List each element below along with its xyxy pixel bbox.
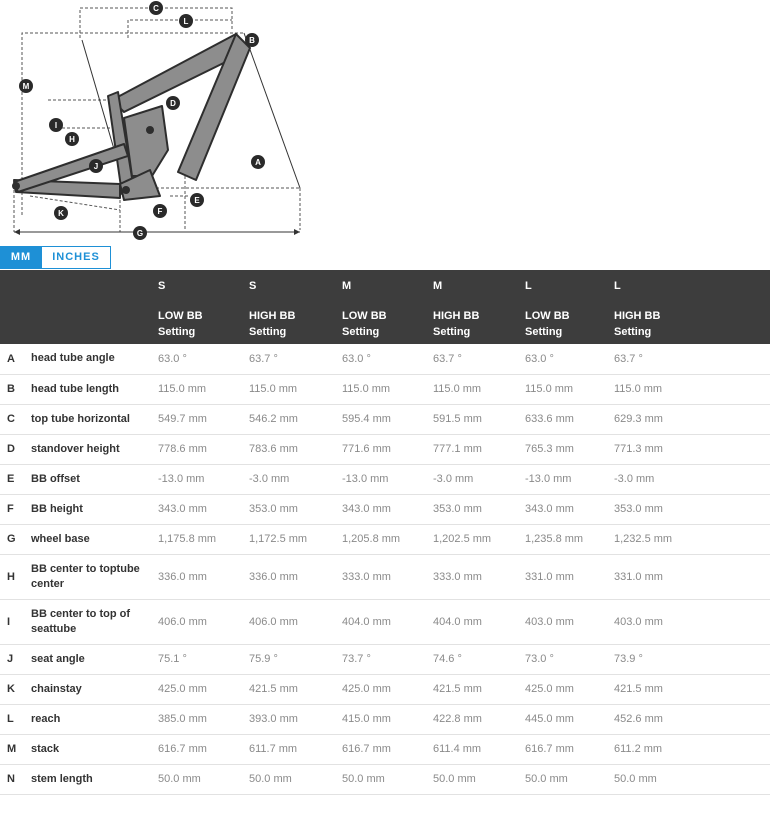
row-key: I: [0, 599, 31, 644]
table-row: [0, 704, 770, 734]
row-value: 63.7 °: [614, 344, 770, 374]
row-value: 771.6 mm: [342, 434, 433, 464]
table-row: [0, 494, 770, 524]
row-value: 50.0 mm: [342, 764, 433, 794]
diagram-label: M: [22, 82, 30, 91]
row-value: 353.0 mm: [433, 494, 525, 524]
row-key: K: [0, 674, 31, 704]
row-value: 415.0 mm: [342, 704, 433, 734]
diagram-label: K: [58, 209, 64, 218]
row-value: 406.0 mm: [249, 599, 342, 644]
row-value: 385.0 mm: [158, 704, 249, 734]
row-value: 73.0 °: [525, 644, 614, 674]
row-key: B: [0, 374, 31, 404]
row-value: 421.5 mm: [614, 674, 770, 704]
row-value: 421.5 mm: [249, 674, 342, 704]
geometry-diagram: [0, 0, 310, 242]
row-value: 1,175.8 mm: [158, 524, 249, 554]
row-value: 393.0 mm: [249, 704, 342, 734]
row-key: G: [0, 524, 31, 554]
row-value: 63.0 °: [158, 344, 249, 374]
row-value: 63.7 °: [433, 344, 525, 374]
row-key: C: [0, 404, 31, 434]
diagram-label: G: [136, 229, 144, 238]
column-header: M HIGH BB Setting: [433, 280, 480, 338]
row-value: 425.0 mm: [158, 674, 249, 704]
column-header: L LOW BB Setting: [525, 280, 570, 338]
row-value: 425.0 mm: [342, 674, 433, 704]
row-value: -3.0 mm: [249, 464, 342, 494]
row-value: 783.6 mm: [249, 434, 342, 464]
row-value: 115.0 mm: [525, 374, 614, 404]
row-value: 75.1 °: [158, 644, 249, 674]
diagram-label: B: [249, 36, 255, 45]
table-row: [0, 554, 770, 599]
row-value: 425.0 mm: [525, 674, 614, 704]
table-row: [0, 524, 770, 554]
column-header: M LOW BB Setting: [342, 280, 387, 338]
row-value: 633.6 mm: [525, 404, 614, 434]
row-value: 403.0 mm: [614, 599, 770, 644]
row-value: 778.6 mm: [158, 434, 249, 464]
header-blank: [31, 270, 158, 344]
diagram-label: A: [255, 158, 261, 167]
row-value: -13.0 mm: [342, 464, 433, 494]
row-value: 75.9 °: [249, 644, 342, 674]
table-row: [0, 344, 770, 374]
row-key: L: [0, 704, 31, 734]
diagram-label: I: [54, 121, 58, 130]
row-name: head tube angle: [31, 344, 158, 374]
row-value: 452.6 mm: [614, 704, 770, 734]
table-row: [0, 434, 770, 464]
row-value: 616.7 mm: [158, 734, 249, 764]
row-value: 611.4 mm: [433, 734, 525, 764]
header-blank: [0, 270, 31, 344]
row-value: 353.0 mm: [614, 494, 770, 524]
row-value: 63.0 °: [525, 344, 614, 374]
row-value: 404.0 mm: [433, 599, 525, 644]
row-value: 343.0 mm: [158, 494, 249, 524]
row-value: 50.0 mm: [614, 764, 770, 794]
row-name: wheel base: [31, 524, 158, 554]
row-value: 616.7 mm: [525, 734, 614, 764]
geometry-table: [0, 270, 770, 795]
diagram-label: L: [183, 17, 189, 26]
row-name: BB height: [31, 494, 158, 524]
column-header: S LOW BB Setting: [158, 280, 203, 338]
table-row: [0, 464, 770, 494]
unit-toggle: [0, 246, 111, 269]
row-value: 115.0 mm: [249, 374, 342, 404]
diagram-label: C: [153, 4, 159, 13]
row-name: BB center to top of seattube: [31, 599, 158, 644]
row-name: chainstay: [31, 674, 158, 704]
row-value: 115.0 mm: [614, 374, 770, 404]
row-value: 50.0 mm: [249, 764, 342, 794]
diagram-label: H: [69, 135, 75, 144]
row-value: 1,235.8 mm: [525, 524, 614, 554]
row-value: 595.4 mm: [342, 404, 433, 434]
row-value: -3.0 mm: [614, 464, 770, 494]
table-row: [0, 764, 770, 794]
table-row: [0, 644, 770, 674]
row-value: 1,172.5 mm: [249, 524, 342, 554]
column-header: L HIGH BB Setting: [614, 280, 661, 338]
row-value: 74.6 °: [433, 644, 525, 674]
row-name: reach: [31, 704, 158, 734]
row-value: 331.0 mm: [614, 554, 770, 599]
row-value: 422.8 mm: [433, 704, 525, 734]
row-value: 404.0 mm: [342, 599, 433, 644]
row-value: 353.0 mm: [249, 494, 342, 524]
table-header-row: [0, 270, 770, 344]
row-name: stem length: [31, 764, 158, 794]
row-name: standover height: [31, 434, 158, 464]
row-name: top tube horizontal: [31, 404, 158, 434]
row-value: 1,205.8 mm: [342, 524, 433, 554]
row-value: 403.0 mm: [525, 599, 614, 644]
row-value: 343.0 mm: [525, 494, 614, 524]
table-row: [0, 734, 770, 764]
row-value: 611.2 mm: [614, 734, 770, 764]
row-value: 777.1 mm: [433, 434, 525, 464]
row-value: 616.7 mm: [342, 734, 433, 764]
row-value: -3.0 mm: [433, 464, 525, 494]
row-key: H: [0, 554, 31, 599]
row-name: head tube length: [31, 374, 158, 404]
table-row: [0, 404, 770, 434]
row-value: 50.0 mm: [433, 764, 525, 794]
row-value: 771.3 mm: [614, 434, 770, 464]
row-value: 611.7 mm: [249, 734, 342, 764]
row-key: F: [0, 494, 31, 524]
row-value: 63.7 °: [249, 344, 342, 374]
row-value: 421.5 mm: [433, 674, 525, 704]
row-value: 115.0 mm: [433, 374, 525, 404]
row-value: -13.0 mm: [158, 464, 249, 494]
row-name: seat angle: [31, 644, 158, 674]
row-key: M: [0, 734, 31, 764]
inches-unit-button[interactable]: INCHES: [42, 246, 111, 269]
row-name: BB offset: [31, 464, 158, 494]
row-name: stack: [31, 734, 158, 764]
table-body: [0, 344, 770, 794]
row-value: 333.0 mm: [433, 554, 525, 599]
table-row: [0, 674, 770, 704]
row-value: 115.0 mm: [158, 374, 249, 404]
row-value: 629.3 mm: [614, 404, 770, 434]
row-value: 406.0 mm: [158, 599, 249, 644]
diagram-label: J: [93, 162, 99, 171]
row-key: A: [0, 344, 31, 374]
row-value: 765.3 mm: [525, 434, 614, 464]
mm-unit-button[interactable]: MM: [0, 246, 42, 269]
row-value: 115.0 mm: [342, 374, 433, 404]
row-value: 336.0 mm: [249, 554, 342, 599]
row-value: 73.7 °: [342, 644, 433, 674]
row-value: 336.0 mm: [158, 554, 249, 599]
row-key: J: [0, 644, 31, 674]
row-key: N: [0, 764, 31, 794]
row-value: 1,232.5 mm: [614, 524, 770, 554]
column-header: S HIGH BB Setting: [249, 280, 296, 338]
row-value: 50.0 mm: [525, 764, 614, 794]
row-value: 73.9 °: [614, 644, 770, 674]
diagram-label: F: [157, 207, 163, 216]
row-value: 50.0 mm: [158, 764, 249, 794]
diagram-label: D: [170, 99, 176, 108]
row-value: 331.0 mm: [525, 554, 614, 599]
diagram-label: E: [194, 196, 200, 205]
row-key: D: [0, 434, 31, 464]
row-value: 549.7 mm: [158, 404, 249, 434]
row-value: 546.2 mm: [249, 404, 342, 434]
row-name: BB center to toptube center: [31, 554, 158, 599]
row-value: 63.0 °: [342, 344, 433, 374]
row-value: -13.0 mm: [525, 464, 614, 494]
row-value: 1,202.5 mm: [433, 524, 525, 554]
row-value: 343.0 mm: [342, 494, 433, 524]
table-row: [0, 599, 770, 644]
row-value: 333.0 mm: [342, 554, 433, 599]
row-key: E: [0, 464, 31, 494]
row-value: 591.5 mm: [433, 404, 525, 434]
table-row: [0, 374, 770, 404]
row-value: 445.0 mm: [525, 704, 614, 734]
